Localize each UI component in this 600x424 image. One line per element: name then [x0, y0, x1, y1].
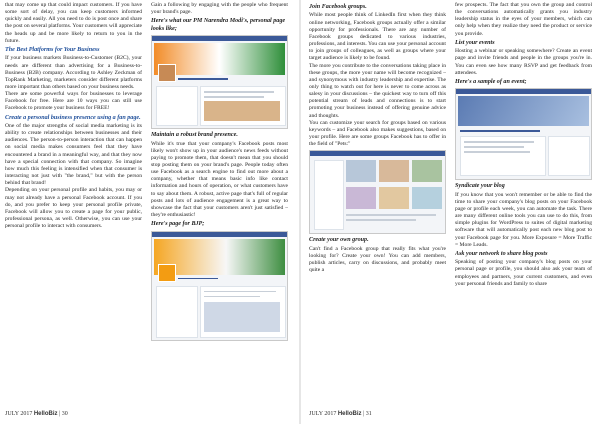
- section-heading: Here's what our PM Narendra Modi's, personal page looks like;: [151, 18, 286, 32]
- section-heading: Join Facebook groups.: [309, 4, 367, 10]
- left-page-column-1: [5, 2, 142, 400]
- right-page: [301, 0, 600, 424]
- footer-brand: HelloBiz: [337, 411, 362, 417]
- paragraph: If you know that you won't remember or be able to find the time to share your company's blog posts on your Facebook page or profile each week, you can automate the task. There are many different online tools you can use to do this, from simple plugins for WordPress to suites of digital marketing software that will automatically post each new blog post to your Facebook page for you. More Exposure = More Traffic = More Leads.: [455, 191, 592, 248]
- footer-month: JULY 2017: [309, 411, 337, 417]
- section-heading: Here's page for BJP;: [151, 221, 205, 228]
- page-footer: [309, 410, 372, 418]
- paragraph: While it's true that your company's Facebook posts most likely won't show up in your audience's news feeds without paying to promote them, that doesn't mean that you should stop posting them on your brand's page. People today often use Facebook as a search engine to find out more about a company, whether that means basic info like contact information and hours of operation, or what customers have to say about them. A robust, active page that's full of regular posts and lots of audience engagement is a great way to showcase the fact that your customers aren't just satisfied – they're enthusiastic!: [151, 140, 288, 219]
- modi-facebook-page-screenshot: [151, 35, 288, 129]
- paragraph: You can customize your search for groups based on various keywords – and Facebook also makes suggestions, based on your profile. Here are some groups Facebook has to offer in the field of "Pets:": [309, 119, 446, 148]
- paragraph: few prospects. The fact that you own the group and control the conversations automatically grants you industry leadership status in the eyes of your members, which can only help when they realize they need the product or service you provide.: [455, 2, 592, 37]
- paragraph: One of the major strengths of social media marketing is its ability to create relationships between businesses and their audiences. The person-to-person interaction that can happen on social media makes consumers feel that they have encountered a brand in a meaningful way, and that they now have a special connection with that company. So imagine how much this feeling is intensified when that consumer is interacting not just with "the brand," but with the person behind that brand!: [5, 123, 142, 187]
- paragraph: that may come up that could impact customers. If you have some sort of delay, you can keep customers informed quickly and easily. All you need to do is post once and share the post on several platforms. Your customers will appreciate the heads up and be more likely to return to you in the future.: [5, 2, 142, 44]
- section-heading: List your events: [455, 39, 495, 46]
- section-heading: Create a personal business presence using a fan page.: [5, 114, 141, 121]
- footer-month: JULY 2017: [5, 411, 33, 417]
- section-heading: Here's a sample of an event;: [455, 78, 527, 85]
- bjp-facebook-page-screenshot: [151, 231, 288, 341]
- left-page: [0, 0, 299, 424]
- paragraph: There are some powerful ways for businesses to leverage Facebook for free. Here are 10 ways you can still use Facebook to promote your business for FREE!: [5, 91, 142, 112]
- right-page-column-1: [309, 2, 446, 400]
- section-heading: Maintain a robust brand presence.: [151, 132, 238, 139]
- footer-page-number: 31: [365, 411, 372, 417]
- footer-separator: |: [363, 411, 365, 417]
- paragraph: The more you contribute to the conversations taking place in these groups, the more your name will become recognized – and synonymous with industry leadership and expertise. The only thing to watch out for here is never to come across as salesy in your discussions – the quickest way to turn off this potential stream of leads and connections is to start promoting your business instead of offering genuine advice and thoughts.: [309, 62, 446, 119]
- left-page-column-2: [151, 2, 288, 400]
- paragraph: Speaking of posting your company's blog posts on your personal page or profile, you should also ask your team of employees and partners, your current customers, and even your personal friends and family to share: [455, 259, 592, 287]
- event-sample-screenshot: [455, 88, 592, 180]
- paragraph: While most people think of LinkedIn first when they think online networking, Facebook groups actually offer a similar opportunity for professionals. There are any number of Facebook groups dedicated to various industries, professions, and interests. You can use your personal account to join groups of colleagues, as well as groups where your target audience is likely to be found.: [309, 12, 446, 62]
- section-heading: Create your own group.: [309, 237, 369, 244]
- section-heading: Syndicate your blog: [455, 183, 505, 190]
- paragraph: Depending on your personal profile and habits, you may or may not already have a personal Facebook account. If you do, and you prefer to keep your personal profile private, Facebook will allow you to create a page for your public, professional persona, as well. Otherwise, you can use your personal profile to interact with consumers.: [5, 187, 142, 230]
- page-footer: [5, 410, 68, 418]
- pets-groups-screenshot: [309, 150, 446, 234]
- footer-separator: |: [59, 411, 61, 417]
- section-heading: The Best Platforms for Your Business: [5, 46, 100, 53]
- right-page-column-2: [455, 2, 592, 400]
- paragraph: Can't find a Facebook group that really fits what you're looking for? Create your own! You can add members, publish articles, carry on discussions, and probably meet quite a: [309, 245, 446, 274]
- paragraph: If your business markets Business-to-Customer (B2C), your needs are different than advertising for a Business-to-Business (B2B) company. According to Ashley Zeckman of TopRank Marketing, marketers consider different platforms more important than others based on your business needs.: [5, 55, 142, 90]
- paragraph: Hosting a webinar or speaking somewhere? Create an event page and invite friends and people in the groups you're in. You can even see how many RSVP and get feedback from attendees.: [455, 48, 592, 76]
- section-heading: Ask your network to share blog posts: [455, 250, 548, 257]
- footer-brand: HelloBiz: [33, 411, 58, 417]
- paragraph: Gain a following by engaging with the people who frequent your brand's page.: [151, 2, 288, 16]
- footer-page-number: 30: [61, 411, 68, 417]
